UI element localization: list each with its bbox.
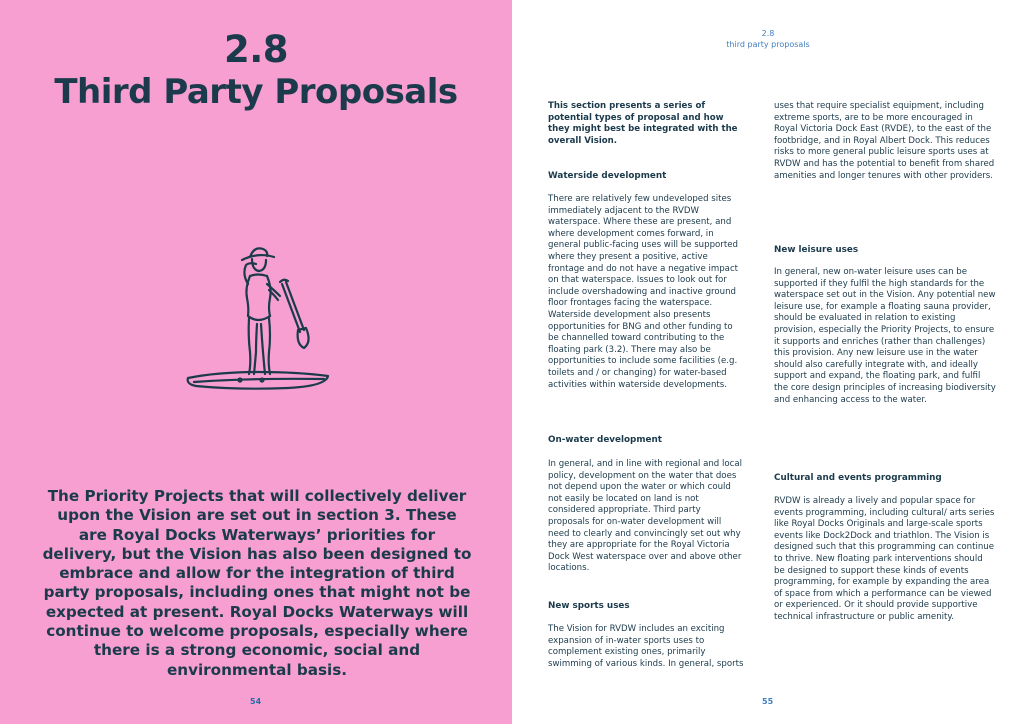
heading-new-sports-uses: New sports uses	[548, 601, 630, 611]
body-new-sports-uses: The Vision for RVDW includes an exciting expansion of in-water sports uses to complement existing ones, primarily swimming of various kinds. In general, sports	[548, 624, 744, 669]
heading-waterside-development: Waterside development	[548, 171, 667, 181]
page-number: 55	[762, 697, 774, 706]
intro-paragraph: The Priority Projects that will collectively deliver upon the Vision are set out in section 3. These are Royal Docks Waterways’ priorities for delivery, but the Vision has also been designed to embrace and allow for the integration of third party proposals, including ones that might not be expected at present. Royal Docks Waterways will continue to welcome proposals, especially where there is a strong economic, social and environmental basis.	[42, 487, 472, 679]
heading-on-water-development: On-water development	[548, 435, 662, 445]
paddleboarder-icon	[178, 240, 338, 400]
heading-cultural-events: Cultural and events programming	[774, 473, 942, 483]
section-title: Third Party Proposals	[54, 72, 458, 112]
lead-paragraph: This section presents a series of potential types of proposal and how they might best be integrated with the overall Vision.	[548, 101, 738, 146]
page-number: 54	[250, 697, 262, 706]
body-cultural-events: RVDW is already a lively and popular space for events programming, including cultural/ arts series like Royal Docks Originals and large-scale sports events like Dock2Dock and triathlon. The Vision is designed such that this programming can continue to thrive. New floating park interventions should be designed to support these kinds of events programming, for example by expanding the area of space from which a performance can be viewed or experienced. Or it should provide supportive technical infrastructure or public amenity.	[774, 496, 995, 622]
right-page	[512, 0, 1024, 724]
heading-new-leisure-uses: New leisure uses	[774, 245, 859, 255]
body-new-sports-uses-continued: uses that require specialist equipment, including extreme sports, are to be more encouraged in Royal Victoria Dock East (RVDE), to the east of the footbridge, and in Royal Albert Dock. This reduces risks to more general public leisure sports uses at RVDW and has the potential to benefit from shared amenities and longer tenures with other providers.	[774, 101, 995, 181]
running-head-title: third party proposals	[726, 40, 810, 49]
running-head	[512, 28, 1024, 50]
running-head-number: 2.8	[761, 29, 775, 38]
section-number: 2.8	[223, 28, 289, 71]
body-waterside-development: There are relatively few undeveloped sites immediately adjacent to the RVDW waterspace. Where these are present, and where development comes forward, in general public-facing uses will be supported where they present a positive, active frontage and do not have a negative impact on that waterspace. Issues to look out for include overshadowing and inactive ground floor frontages facing the waterspace. Waterside development also presents opportunities for BNG and other funding to be channelled toward contributing to the floating park (3.2). There may also be opportunities to include some facilities (e.g. toilets and / or changing) for water-based activities within waterside developments.	[548, 194, 739, 390]
body-on-water-development: In general, and in line with regional and local policy, development on the water that does not depend upon the water or which could not easily be located on land is not considered appropriate. Third party proposals for on-water development will need to clearly and convincingly set out why they are appropriate for the Royal Victoria Dock West waterspace over and above other locations.	[548, 459, 742, 574]
body-new-leisure-uses: In general, new on-water leisure uses can be supported if they fulfil the high standards for the waterspace set out in the Vision. Any potential new leisure use, for example a floating sauna provider, should be evaluated in relation to existing provision, especially the Priority Projects, to ensure it supports and enriches (rather than challenges) this provision. Any new leisure use in the water should also carefully integrate with, and ideally support and expand, the floating park, and fulfil the core design principles of increasing biodiversity and enhancing access to the water.	[774, 267, 996, 405]
